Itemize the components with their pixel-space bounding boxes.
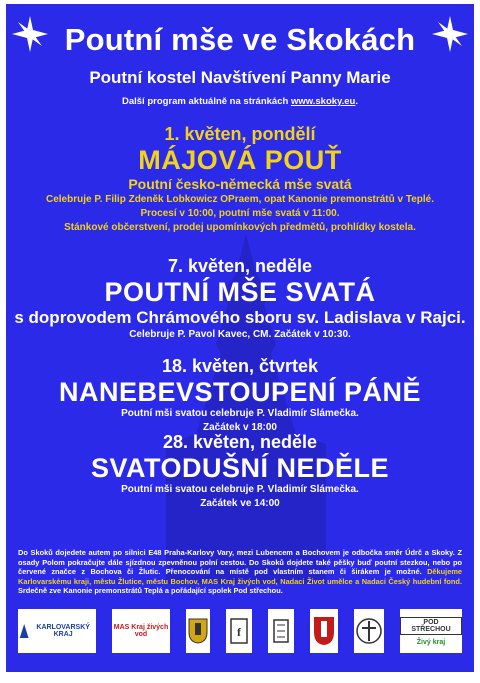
- karlovarsky-kraj-logo: [18, 609, 96, 653]
- mas-logo: [112, 609, 170, 653]
- event-1-line-2: Procesí v 10:00, poutní mše svatá v 11:00.: [140, 208, 340, 219]
- kanonie-tepla-icon: [356, 616, 382, 646]
- event-2-subtitle: s doprovodem Chrámového sboru sv. Ladislava v Rajci.: [14, 308, 466, 327]
- event-1-subtitle: Poutní česko-německá mše svatá: [128, 176, 352, 192]
- pod-strechou-logo: [400, 609, 462, 653]
- logo-label-zivy-kraj: Živý kraj: [416, 638, 446, 646]
- hudebni-fond-icon: [229, 617, 249, 645]
- website-link[interactable]: www.skoky.eu: [290, 96, 356, 107]
- footer-text: [18, 548, 462, 596]
- event-3-line-1: Poutní mši svatou celebruje P. Vladimír Slámečka.: [121, 408, 359, 419]
- poster: [6, 4, 474, 672]
- karlovarsky-kraj-icon: [18, 621, 30, 641]
- greeting-text: Srdečně zve Kanonie premonstrátů Teplá a pořádající spolek Pod střechou.: [18, 586, 283, 596]
- thanks-text: Děkujeme Karlovarskému kraji, městu Žlutice, městu Bochov, MAS Kraj živých vod, Nadaci Život umělce a Nadaci Český hudební fond.: [18, 567, 462, 586]
- directions-text: Do Skoků dojedete autem po silnici E48 Praha-Karlovy Vary, mezi Lubencem a Bochovem je odbočka směr Údrč a Skoky. Z osady Polom pokračujte dále sjízdnou zpevněnou polní cestou. Do Skoků dojdete také pěšky buď poutní stezkou, nebo po červené značce z Bochova či Žlutic. Přenocování na místě pod vlastním stanem či širákem je možné.: [18, 548, 462, 577]
- event-4-name: SVATODUŠNÍ NEDĚLE: [90, 453, 390, 483]
- event-4: [6, 432, 474, 511]
- event-1: [6, 124, 474, 235]
- zlutice-shield-icon: [188, 618, 208, 644]
- event-2-name: POUTNÍ MŠE SVATÁ: [104, 277, 376, 307]
- event-2: [6, 256, 474, 342]
- event-3: [6, 356, 474, 435]
- bochov-shield-icon: [313, 616, 335, 646]
- zivot-umelce-icon: [271, 617, 291, 645]
- event-3-date: 18. květen, čtvrtek: [161, 356, 319, 376]
- info-suffix: .: [355, 96, 358, 107]
- event-1-date: 1. květen, pondělí: [164, 124, 316, 144]
- info-prefix: Další program aktuálně na stránkách: [121, 96, 291, 107]
- logo-label-pod-strechou: POD STŘECHOU: [400, 617, 462, 635]
- event-3-line-2: Začátek v 18:00: [203, 422, 277, 433]
- event-4-line-2: Začátek ve 14:00: [200, 498, 280, 509]
- page-subtitle: Poutní kostel Navštívení Panny Marie: [89, 68, 391, 87]
- svg-text:f: f: [237, 625, 241, 639]
- event-3-name: NANEBEVSTOUPENÍ PÁNĚ: [58, 377, 422, 407]
- hudebni-fond-logo: [226, 609, 252, 653]
- event-1-line-3: Stánkové občerstvení, prodej upomínkových předmětů, prohlídky kostela.: [64, 222, 416, 233]
- event-1-line-1: Celebruje P. Filip Zdeněk Lobkowicz OPraem, opat Kanonie premonstrátů v Teplé.: [45, 194, 435, 205]
- zivot-umelce-logo: [268, 609, 294, 653]
- event-2-line-1: Celebruje P. Pavol Kavec, CM. Začátek v 10:30.: [129, 329, 351, 340]
- page-title: Poutní mše ve Skokách: [64, 22, 416, 57]
- event-2-date: 7. květen, neděle: [167, 256, 313, 276]
- bochov-coat-of-arms: [310, 609, 338, 653]
- kanonie-tepla-logo: [354, 609, 384, 653]
- sponsor-logos: [18, 602, 462, 660]
- event-4-line-1: Poutní mši svatou celebruje P. Vladimír Slámečka.: [121, 484, 359, 495]
- logo-label-mas: MAS Kraj živých vod: [113, 624, 169, 638]
- event-4-date: 28. květen, neděle: [162, 432, 318, 452]
- info-line: [6, 96, 474, 107]
- logo-label-karlovarsky: KARLOVARSKÝ KRAJ: [36, 624, 90, 638]
- zlutice-coat-of-arms: [186, 609, 210, 653]
- event-1-name: MÁJOVÁ POUŤ: [138, 145, 342, 175]
